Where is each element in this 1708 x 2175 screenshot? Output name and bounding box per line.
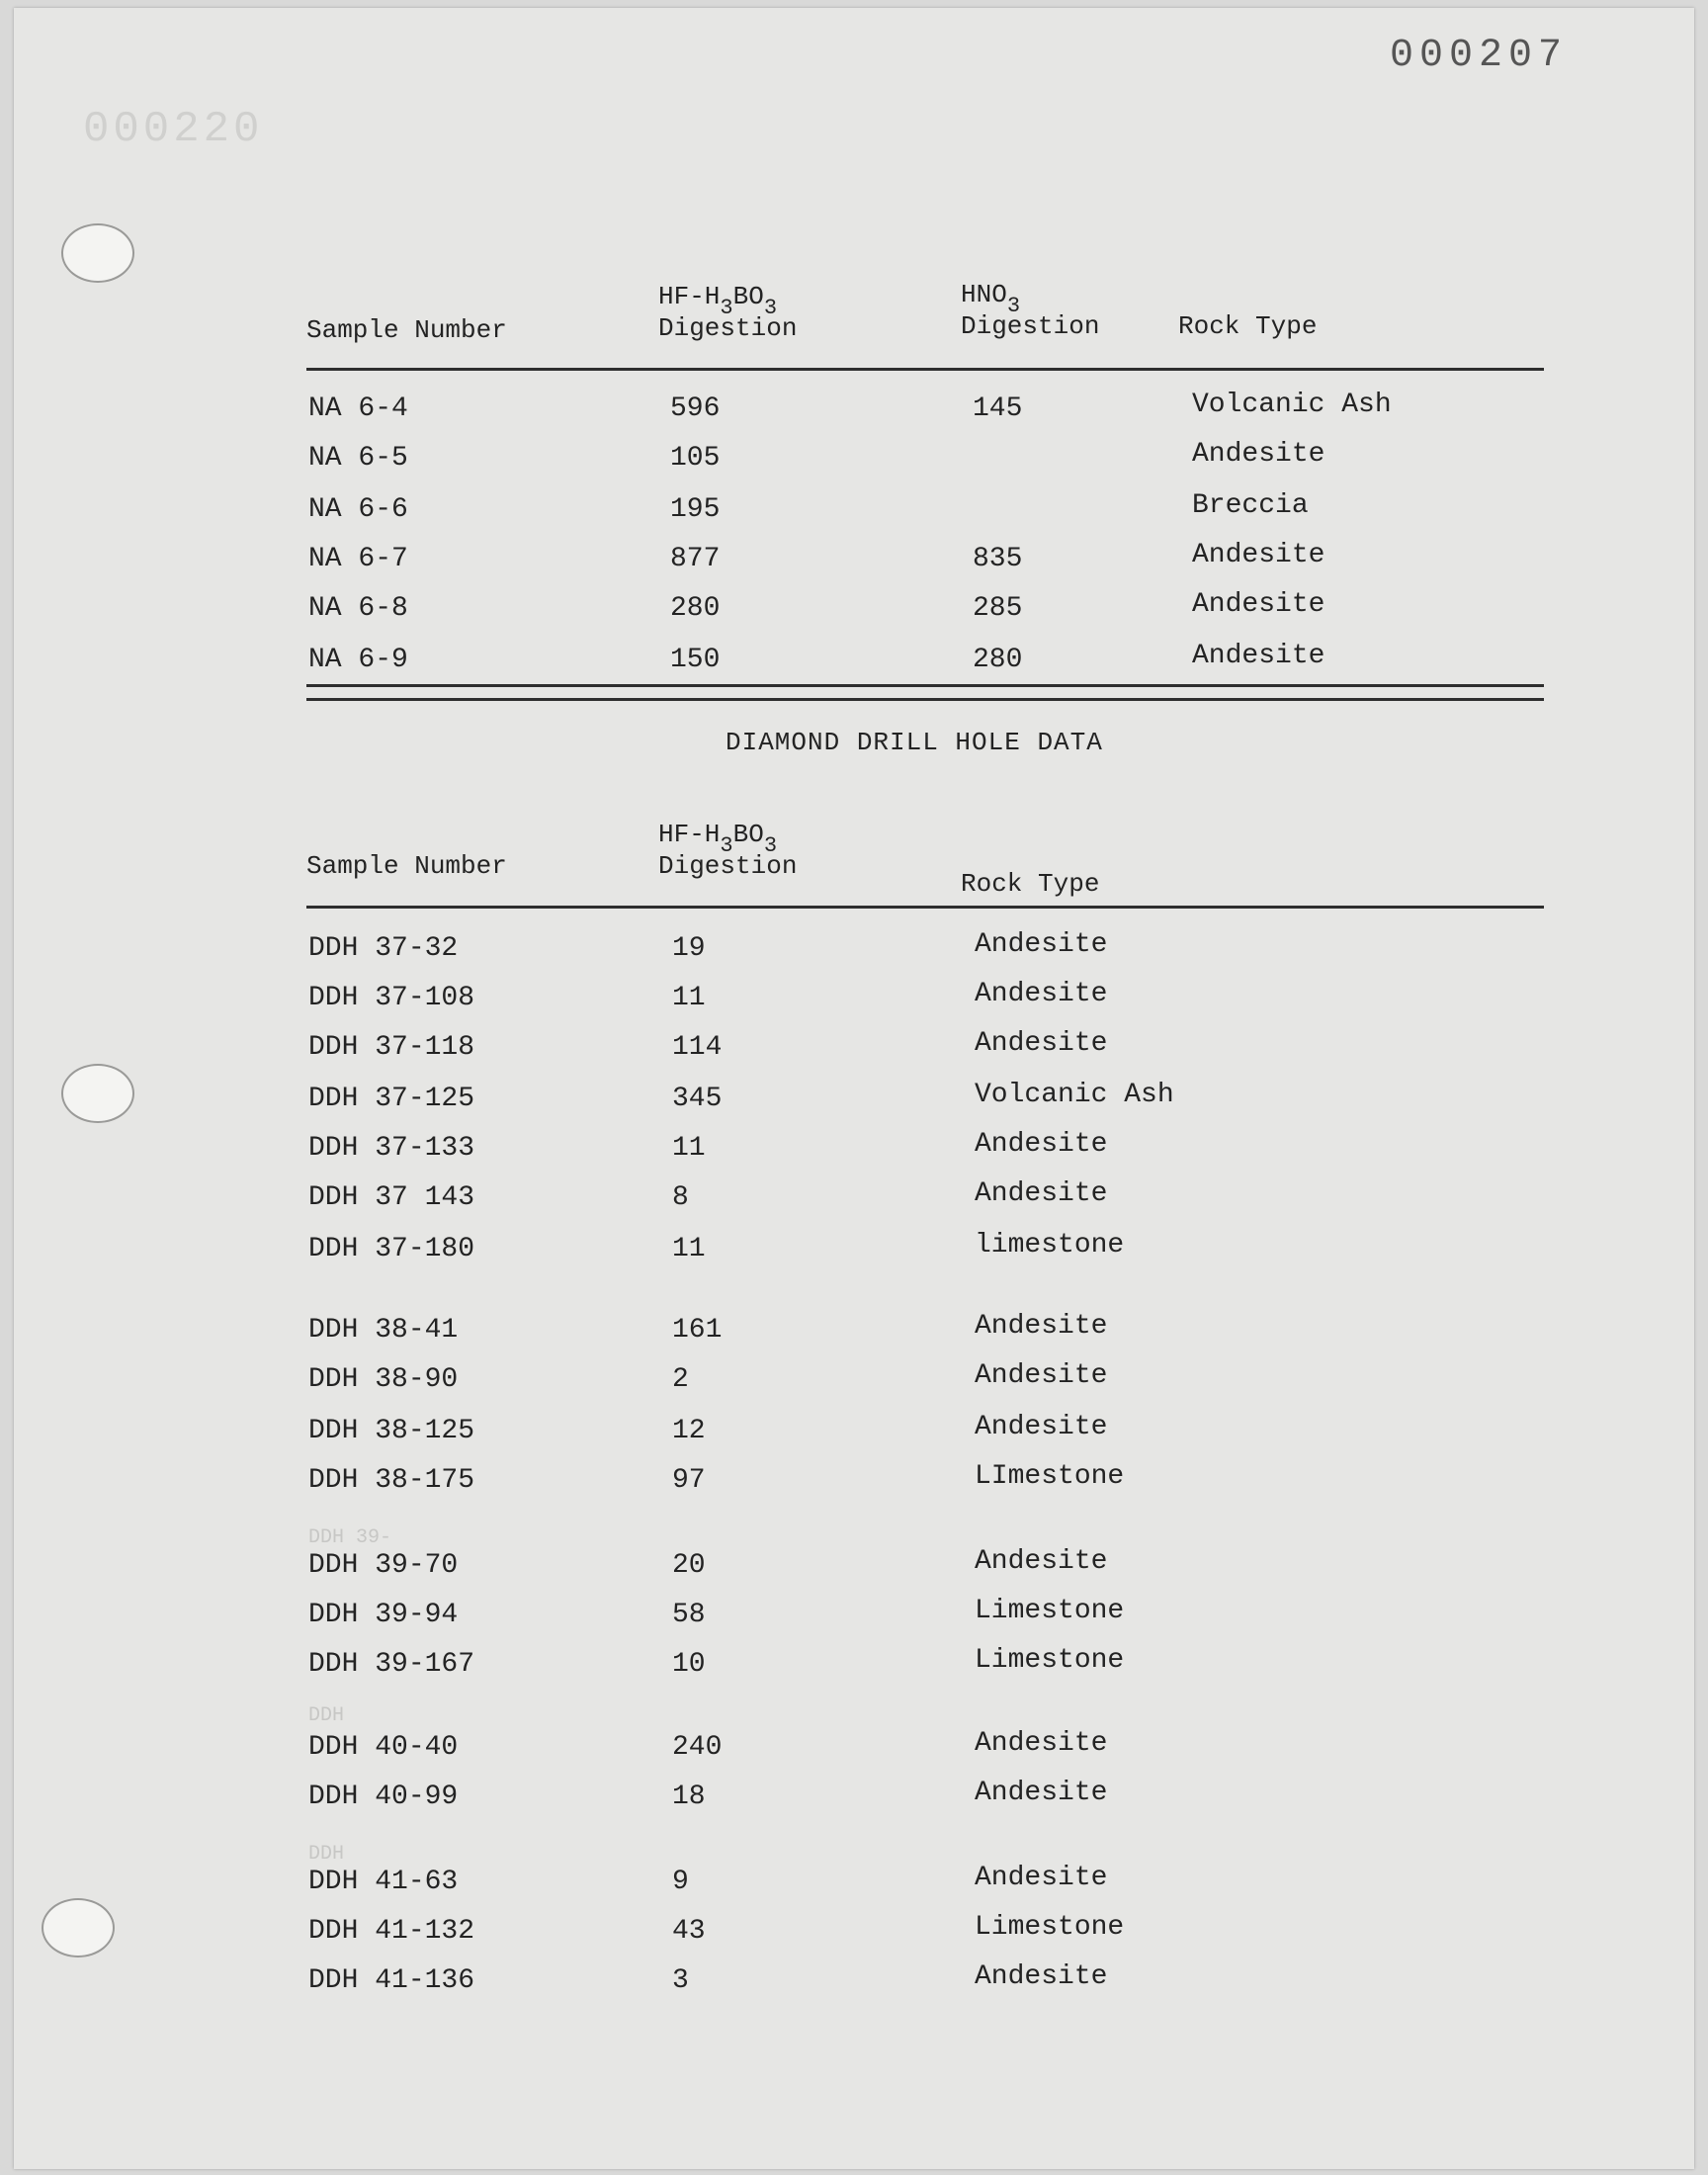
table2-cell-hf: 10 — [672, 1649, 706, 1680]
table2-cell-hf: 58 — [672, 1600, 706, 1630]
table2-header-sample: Sample Number — [306, 851, 507, 881]
table2-cell-hf: 345 — [672, 1084, 723, 1114]
table2-cell-hf: 8 — [672, 1182, 689, 1213]
table2-cell-sample: DDH 41-132 — [308, 1916, 475, 1947]
table2-cell-sample: DDH 37-108 — [308, 983, 475, 1013]
table2-cell-sample: DDH 41-136 — [308, 1965, 475, 1996]
header-hf-sub: 3 — [763, 296, 778, 320]
table1-bottom-rule-1 — [306, 684, 1544, 687]
table2-cell-sample: DDH 37-32 — [308, 933, 459, 964]
table2-cell-sample: DDH 41-63 — [308, 1867, 459, 1897]
bleed-through-number: 000220 — [83, 105, 264, 154]
table2-cell-sample: DDH 40-99 — [308, 1782, 459, 1812]
table2-cell-rock: limestone — [975, 1230, 1125, 1261]
table1-bottom-rule-2 — [306, 698, 1544, 701]
table2-cell-sample: DDH 40-40 — [308, 1732, 459, 1763]
table2-cell-sample: DDH 37-125 — [308, 1084, 475, 1114]
table2-cell-rock: Andesite — [975, 979, 1108, 1009]
table2-cell-hf: 97 — [672, 1465, 706, 1496]
table2-cell-sample: DDH 37-118 — [308, 1032, 475, 1063]
document-page — [14, 8, 1694, 2169]
table1-cell-hf: 280 — [670, 593, 721, 624]
table2-cell-rock: Limestone — [975, 1912, 1125, 1943]
table1-cell-hf: 150 — [670, 645, 721, 675]
table1-cell-rock: Breccia — [1192, 490, 1309, 521]
table1-cell-rock: Andesite — [1192, 540, 1325, 570]
faint-mark: DDH — [308, 1704, 345, 1727]
table2-cell-rock: Andesite — [975, 1412, 1108, 1442]
punch-hole-top — [61, 223, 134, 283]
table2-header-rock: Rock Type — [961, 869, 1100, 899]
table1-header-rock: Rock Type — [1178, 311, 1318, 341]
table1-cell-hno3: 145 — [973, 393, 1023, 424]
table1-cell-sample: NA 6-7 — [308, 544, 408, 574]
table2-cell-sample: DDH 39-94 — [308, 1600, 459, 1630]
header-hf-text: BO — [732, 820, 764, 849]
header-hf-sub: 3 — [763, 833, 778, 858]
header-hf-text: HF-H — [658, 820, 721, 849]
table2-header-hf — [658, 819, 797, 882]
table2-cell-sample: DDH 37 143 — [308, 1182, 475, 1213]
table2-cell-hf: 20 — [672, 1550, 706, 1581]
table2-cell-rock: Andesite — [975, 1178, 1108, 1209]
header-hf-digestion: Digestion — [658, 851, 798, 881]
punch-hole-bottom — [42, 1898, 115, 1958]
table2-cell-rock: Andesite — [975, 1728, 1108, 1759]
header-hf-sub: 3 — [720, 833, 733, 858]
table2-header-rule — [306, 906, 1544, 909]
header-hno-digestion: Digestion — [961, 311, 1100, 341]
table1-cell-rock: Volcanic Ash — [1192, 390, 1392, 420]
table2-cell-hf: 9 — [672, 1867, 689, 1897]
table1-cell-sample: NA 6-4 — [308, 393, 408, 424]
table2-cell-rock: Andesite — [975, 1129, 1108, 1160]
table2-cell-rock: Volcanic Ash — [975, 1080, 1174, 1110]
table1-cell-sample: NA 6-9 — [308, 645, 408, 675]
table1-header-hf — [658, 281, 797, 344]
table1-cell-hno3: 835 — [973, 544, 1023, 574]
table2-cell-hf: 19 — [672, 933, 706, 964]
header-hf-text: HF-H — [658, 282, 721, 311]
table1-cell-rock: Andesite — [1192, 589, 1325, 620]
table1-cell-hf: 596 — [670, 393, 721, 424]
table1-header-sample: Sample Number — [306, 315, 507, 345]
table1-cell-hf: 195 — [670, 494, 721, 525]
table2-cell-sample: DDH 38-175 — [308, 1465, 475, 1496]
table1-cell-sample: NA 6-8 — [308, 593, 408, 624]
table2-cell-hf: 114 — [672, 1032, 723, 1063]
table2-cell-rock: Limestone — [975, 1596, 1125, 1626]
table2-cell-rock: Andesite — [975, 1360, 1108, 1391]
table1-cell-hno3: 285 — [973, 593, 1023, 624]
table2-cell-rock: Andesite — [975, 1311, 1108, 1342]
table1-cell-sample: NA 6-5 — [308, 443, 408, 474]
table2-cell-hf: 161 — [672, 1315, 723, 1346]
page-number-stamp: 000207 — [1390, 34, 1569, 78]
table1-cell-hf: 105 — [670, 443, 721, 474]
table2-cell-rock: LImestone — [975, 1461, 1125, 1492]
table2-cell-sample: DDH 37-133 — [308, 1133, 475, 1164]
table2-cell-hf: 240 — [672, 1732, 723, 1763]
header-hf-digestion: Digestion — [658, 313, 798, 343]
table2-cell-rock: Andesite — [975, 1863, 1108, 1893]
table2-cell-hf: 43 — [672, 1916, 706, 1947]
header-hf-sub: 3 — [720, 296, 733, 320]
header-hno-sub: 3 — [1006, 294, 1021, 318]
faint-mark: DDH — [308, 1843, 345, 1866]
table2-cell-rock: Andesite — [975, 1028, 1108, 1059]
table2-cell-rock: Limestone — [975, 1645, 1125, 1676]
table2-cell-sample: DDH 37-180 — [308, 1234, 475, 1264]
table2-cell-sample: DDH 38-41 — [308, 1315, 459, 1346]
table2-cell-hf: 18 — [672, 1782, 706, 1812]
table2-cell-sample: DDH 38-90 — [308, 1364, 459, 1395]
table1-cell-rock: Andesite — [1192, 641, 1325, 671]
table2-cell-rock: Andesite — [975, 1778, 1108, 1808]
table1-header-hno3 — [961, 279, 1099, 342]
punch-hole-middle — [61, 1064, 134, 1123]
table2-cell-hf: 3 — [672, 1965, 689, 1996]
table1-cell-sample: NA 6-6 — [308, 494, 408, 525]
faint-mark: DDH 39- — [308, 1526, 392, 1549]
header-hno-text: HNO — [961, 280, 1007, 309]
table2-cell-hf: 11 — [672, 1133, 706, 1164]
table2-cell-hf: 11 — [672, 1234, 706, 1264]
table1-cell-hf: 877 — [670, 544, 721, 574]
table1-header-rule — [306, 368, 1544, 371]
table2-cell-rock: Andesite — [975, 1546, 1108, 1577]
table2-cell-hf: 12 — [672, 1416, 706, 1446]
table2-cell-hf: 11 — [672, 983, 706, 1013]
table2-cell-hf: 2 — [672, 1364, 689, 1395]
table1-cell-rock: Andesite — [1192, 439, 1325, 470]
table2-cell-sample: DDH 38-125 — [308, 1416, 475, 1446]
table2-cell-sample: DDH 39-167 — [308, 1649, 475, 1680]
table1-cell-hno3: 280 — [973, 645, 1023, 675]
header-hf-text: BO — [732, 282, 764, 311]
table2-cell-sample: DDH 39-70 — [308, 1550, 459, 1581]
table2-cell-rock: Andesite — [975, 1961, 1108, 1992]
section-title: DIAMOND DRILL HOLE DATA — [726, 728, 1103, 757]
table2-cell-rock: Andesite — [975, 929, 1108, 960]
